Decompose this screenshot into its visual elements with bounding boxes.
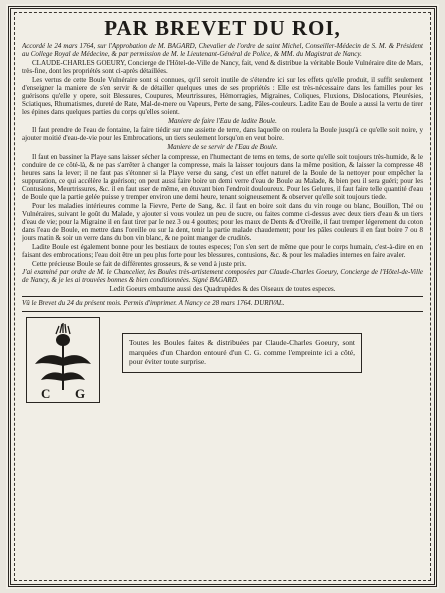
document-content xyxy=(22,16,423,576)
document-title: PAR BREVET DU ROI, xyxy=(104,16,341,40)
physician-approval: J'ai examiné par ordre de M. le Chancelier, les Boules très-artistement composées par Claude-Charles Goeury, Concierge de l'Hôtel-de-Ville de Nancy, & je les ai trouvées bonnes & bien conditionnées. Signé BAGARD. xyxy=(22,268,423,285)
section-heading-preparation: Maniere de faire l'Eau de ladite Boule. xyxy=(168,117,277,126)
authenticity-notice: Toutes les Boules faites & distribuées par Claude-Charles Goeury, sont marquées d'un Chardon entouré d'un C. G. comme l'empreinte ici a côté, pour éviter toute surprise. xyxy=(122,333,362,373)
usage-paragraph-4: Cette précieuse Boule se fait de différentes grosseurs, & se vend à juste prix. xyxy=(32,259,247,268)
usage-paragraph-2: Pour les maladies intérieures comme la Fievre, Perte de Sang, &c. il faut en boire soit dans du vin rouge ou blanc, Bouillon, Thé ou Vulnéraires, suivant le goût du Malade, y ajouter si vous voulez un peu de sucre, ou faites comme ci-dessus avec deux tiers d'eau & un tiers d'eau de vie; pour la Migraine il en faut tirer par le nez 3 ou 4 gouttes; pour les maux de Dents & d'Oreille, il faut tremper légerement du coton dans l'eau de Boule, en mettre dans l'oreille ou sur la dent, tenir la partie malade chaudement; pour les pâles couleurs il en faut boire 7 ou 8 jours matin & soir un verre dans du bon vin blanc, & ne point manger de crudités. xyxy=(22,201,423,243)
usage-paragraph-1: Il faut en bassiner la Playe sans laisser sécher la compresse, en l'humectant de tems en tems, de sorte qu'elle soit toujours très-humide, & le conduire de ce côté-là, & ne pas s'arrêter à changer la compresse, mais la laisser toujours dans la même position, & laisser la compresse 48 heures sans la lever; il ne faut pas s'étonner si la Playe verse du sang, c'est un effet naturel de la Boule de la nettoyer pour empêcher la suppuration, ce qui accélère la guérison; on peut aussi faire boire un demi verre d'eau de Boule au Malade, & bien peu il sera guéri; pour les Contusions, Meurtrissures, &c. il en faut user de même, en étuvant bien l'endroit douloureux. Pour les Gelures, il faut faire telle quantité d'eau de Boule que la partie gelée puisse y tremper environ une demi heure, tenant soigneusement & observer qu'elle soit toujours tiede. xyxy=(22,152,423,202)
virtues-paragraph: Les vertus de cette Boule Vulnéraire sont si connues, qu'il seroit inutile de s'étendre ici sur les effets qu'elle produit, il suffit seulement d'enseigner la maniere de s'en servir & de détailler quelques unes de ses propriétés : Elle est très-nécessaire dans les familles pour les guérisons qu'elle y opere, soit Blessures, Coupures, Meurtrissures, Hémorragies, Migraines, Coliques, Fluxions, Dislocations, Pleurésies, Sciatiques, Rhumatismes, dureté de Rate, Mal-de-mere ou Vapeurs, Perte de sang, Pâles-couleurs. Ladite Eau de Boule a aussi la vertu de tirer les épines dans quelques parties du corps qu'elles soient. xyxy=(22,75,423,116)
thistle-emblem xyxy=(26,317,100,403)
section-heading-usage: Maniere de se servir de l'Eau de Boule. xyxy=(167,143,278,152)
divider xyxy=(22,296,423,297)
document-sheet xyxy=(6,4,439,589)
seller-intro: CLAUDE-CHARLES GOEURY, Concierge de l'Hôtel-de-Ville de Nancy, fait, vend & distribue la véritable Boule Vulnéraire dite de Mars, très-fine, dont les propriétés sont ci-après détaillées. xyxy=(22,58,423,75)
footer-section xyxy=(22,315,423,403)
preparation-paragraph: Il faut prendre de l'eau de fontaine, la faire tiédir sur une assiette de terre, dans laquelle on roulera la Boule jusqu'à ce qu'elle soit noire, y ajouter moitié d'eau-de-vie pour les Embrocations, un tiers seulement lorsqu'on en veut boire. xyxy=(22,126,423,143)
divider xyxy=(22,311,423,312)
printing-permit: Vû le Brevet du 24 du présent mois. Permis d'imprimer. A Nancy ce 28 mars 1764. DURIVAL. xyxy=(22,299,285,308)
usage-paragraph-3: Ladite Boule est également bonne pour les bestiaux de toutes especes; l'on s'en sert de même que pour le corps humain, c'est-à-dire en en faisant des embrocations; l'eau doit être un peu plus forte pour les blessures, contusions, &c. & pour les maladies internes en faire avaler. xyxy=(22,242,423,259)
approval-heading: Accordé le 24 mars 1764, sur l'Approbation de M. BAGARD, Chevalier de l'ordre de saint Michel, Conseiller-Médecin de S. M. & Président au College Royal de Médecine, & par permission de M. le Lieutenant-Général de Police, & MM. du Magistrat de Nancy. xyxy=(22,42,423,59)
emblem-letter-g: G xyxy=(75,386,86,402)
emblem-letter-c: C xyxy=(41,386,51,402)
thistle-icon xyxy=(27,318,99,402)
closing-line: Ledit Goeurs embaume aussi des Quadrupèdes & des Oiseaux de toutes especes. xyxy=(109,285,336,294)
